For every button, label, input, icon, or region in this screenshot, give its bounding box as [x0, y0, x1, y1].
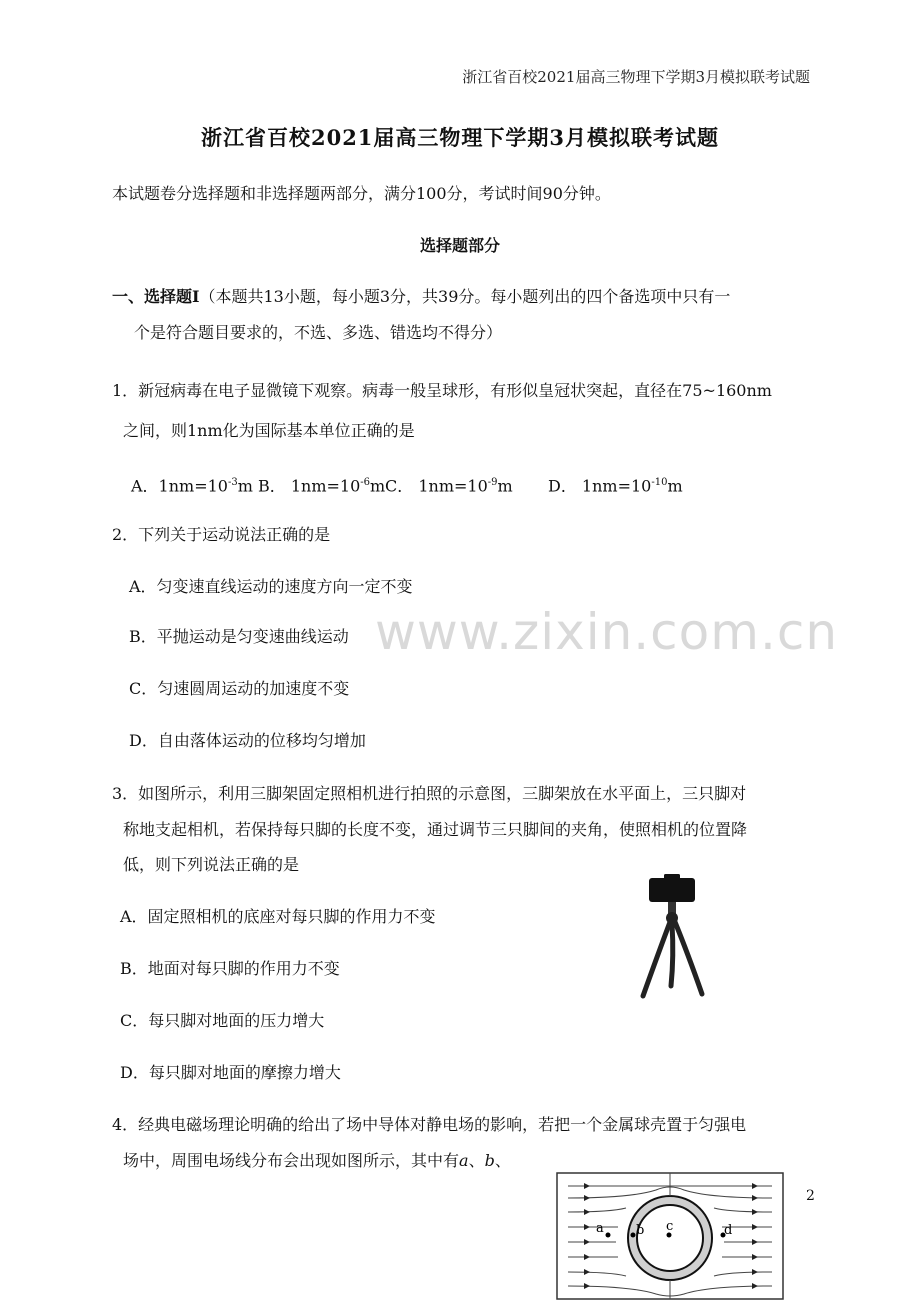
watermark: www.zixin.com.cn	[375, 603, 839, 661]
part1-heading	[112, 286, 730, 308]
page-title: 浙江省百校2021届高三物理下学期3月模拟联考试题	[200, 125, 720, 150]
tripod-leg-left	[643, 922, 670, 996]
q1-option-c-exp: -9	[487, 477, 498, 488]
tripod-leg-middle	[671, 924, 673, 986]
q1-option-a-text: A．1nm=10	[131, 476, 228, 496]
q4-var-b: b	[484, 1151, 495, 1170]
q3-option-d: D．每只脚对地面的摩擦力增大	[120, 1063, 341, 1082]
q1-option-c	[385, 472, 513, 497]
label-b: b	[636, 1223, 645, 1238]
electric-field-figure	[556, 1172, 784, 1300]
q1-line1: 1．新冠病毒在电子显微镜下观察。病毒一般呈球形，有形似皇冠状突起，直径在75~160nm	[112, 381, 772, 400]
q1-option-a	[131, 472, 253, 497]
q4-line2-prefix: 场中，周围电场线分布会出现如图所示，其中有	[123, 1151, 460, 1170]
intro-text: 本试题卷分选择题和非选择题两部分，满分100分，考试时间90分钟。	[112, 184, 611, 203]
q1-option-b	[258, 472, 385, 497]
q1-option-a-unit: m	[237, 476, 253, 496]
page-header: 浙江省百校2021届高三物理下学期3月模拟联考试题	[462, 68, 810, 86]
q1-option-c-text: C． 1nm=10	[385, 476, 488, 496]
q1-option-b-unit: m	[370, 476, 386, 496]
q1-option-c-unit: m	[497, 476, 513, 496]
q3-option-c: C．每只脚对地面的压力增大	[120, 1011, 325, 1030]
part1-label: 一、选择题Ⅰ	[112, 287, 200, 306]
tripod-camera-figure	[628, 872, 728, 1002]
q3-line2: 称地支起相机，若保持每只脚的长度不变，通过调节三只脚间的夹角，使照相机的位置降	[123, 820, 748, 839]
q4-line2	[123, 1150, 511, 1172]
q4-line2-suffix: 、	[494, 1151, 511, 1170]
q4-var-a: a	[459, 1151, 469, 1170]
camera-mount	[664, 874, 680, 880]
metal-shell-inner	[637, 1205, 703, 1271]
q1-option-d-exp: -10	[651, 477, 668, 488]
q2-option-c: C．匀速圆周运动的加速度不变	[129, 679, 350, 698]
q2-option-a: A．匀变速直线运动的速度方向一定不变	[129, 577, 413, 596]
q1-option-b-exp: -6	[360, 477, 371, 488]
part1-desc-line2: 个是符合题目要求的，不选、多选、错选均不得分）	[134, 323, 503, 342]
q1-line2: 之间，则1nm化为国际基本单位正确的是	[123, 421, 415, 440]
q1-option-d-unit: m	[667, 476, 683, 496]
label-a: a	[596, 1221, 604, 1236]
q4-separator: 、	[468, 1151, 485, 1170]
q3-line3: 低，则下列说法正确的是	[123, 855, 300, 874]
q3-line1: 3．如图所示，利用三脚架固定照相机进行拍照的示意图，三脚架放在水平面上，三只脚对	[112, 784, 747, 803]
q2-option-d: D．自由落体运动的位移均匀增加	[129, 731, 366, 750]
section-title: 选择题部分	[419, 236, 500, 255]
q3-option-a: A．固定照相机的底座对每只脚的作用力不变	[120, 907, 436, 926]
q1-option-b-text: B． 1nm=10	[258, 476, 361, 496]
part1-desc-line1: （本题共13小题，每小题3分，共39分。每小题列出的四个备选项中只有一	[199, 287, 731, 306]
page-number: 2	[806, 1188, 815, 1204]
q1-option-d	[548, 472, 683, 497]
camera-body	[649, 878, 695, 902]
label-d: d	[724, 1223, 733, 1238]
q4-line1: 4．经典电磁场理论明确的给出了场中导体对静电场的影响，若把一个金属球壳置于匀强电	[112, 1115, 747, 1134]
q1-option-d-text: D． 1nm=10	[548, 476, 652, 496]
q2-stem: 2．下列关于运动说法正确的是	[112, 525, 331, 544]
q3-option-b: B．地面对每只脚的作用力不变	[120, 959, 340, 978]
point-a	[606, 1233, 611, 1238]
q1-option-a-exp: -3	[227, 477, 238, 488]
point-b	[631, 1233, 636, 1238]
label-c: c	[666, 1219, 674, 1234]
tripod-leg-right	[675, 922, 702, 994]
q2-option-b: B．平抛运动是匀变速曲线运动	[129, 627, 349, 646]
